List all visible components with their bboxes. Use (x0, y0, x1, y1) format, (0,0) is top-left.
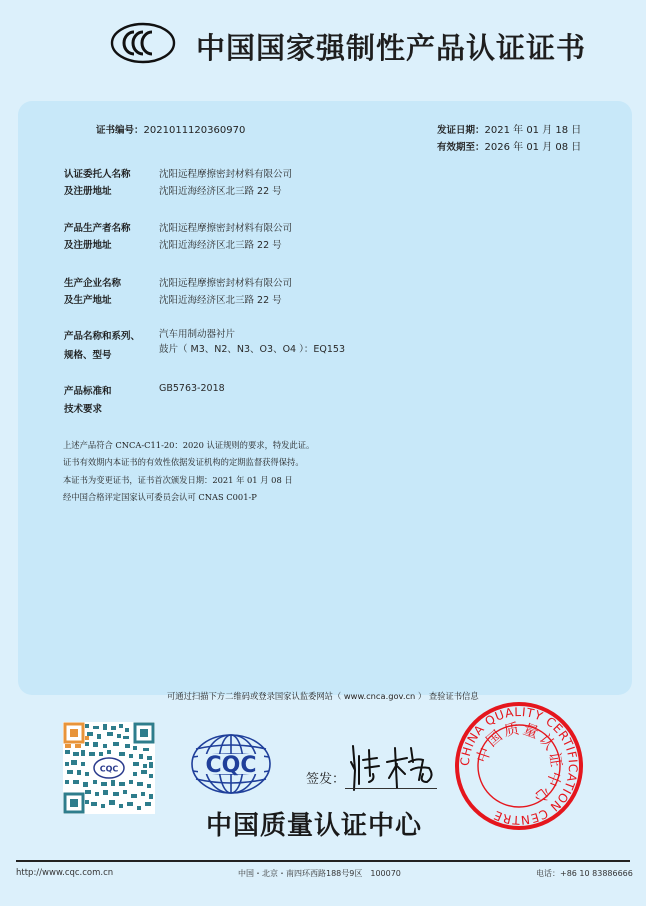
factory-name: 沈阳远程摩擦密封材料有限公司 (159, 278, 293, 289)
applicant-label-2: 及注册地址 (64, 186, 112, 197)
svg-text:CQC: CQC (205, 753, 257, 778)
certificate-number-value: 2021011120360970 (143, 125, 246, 136)
footer-divider (16, 860, 630, 862)
svg-text:中国质量认证中心: 中国质量认证中心 (472, 719, 566, 808)
svg-text:CHINA QUALITY CERTIFICATION CE: CHINA QUALITY CERTIFICATION CENTRE (457, 704, 581, 828)
certificate-notes (63, 437, 314, 506)
ccc-mark-icon (110, 22, 176, 64)
note-line: 证书有效期内本证书的有效性依据发证机构的定期监督获得保持。 (63, 457, 304, 468)
cqc-globe-logo-icon (190, 733, 272, 795)
product-name: 汽车用制动器衬片 (159, 329, 236, 340)
manufacturer-label-2: 及注册地址 (64, 240, 112, 251)
issue-date-value: 2021 年 01 月 18 日 (484, 125, 582, 136)
applicant-label-1: 认证委托人名称 (64, 169, 131, 180)
certificate-number-label: 证书编号： (96, 125, 144, 136)
product-model: 鼓片（ M3、N2、N3、O3、O4 ）：EQ153 (159, 344, 345, 355)
footer-phone: 电话：+86 10 83886666 (536, 869, 633, 878)
verification-instructions: 可通过扫描下方二维码或登录国家认监委网站（ www.cnca.gov.cn ） 查验证书信息 (167, 691, 479, 701)
qr-code-icon[interactable] (63, 722, 155, 814)
signature-line (345, 788, 437, 789)
handwritten-signature-icon (345, 740, 445, 792)
applicant-name: 沈阳远程摩擦密封材料有限公司 (159, 169, 293, 180)
footer-address: 中国・北京・南四环西路188号9区 100070 (238, 869, 401, 878)
factory-address: 沈阳近海经济区北三路 22 号 (159, 295, 282, 306)
note-line: 上述产品符合 CNCA-C11-20：2020 认证规则的要求，特发此证。 (63, 440, 315, 450)
product-label-2: 规格、型号 (64, 350, 112, 361)
svg-text:CQC: CQC (99, 764, 119, 774)
expiry-date-value: 2026 年 01 月 08 日 (484, 142, 582, 153)
applicant-address: 沈阳近海经济区北三路 22 号 (159, 186, 282, 197)
expiry-date (437, 135, 581, 154)
certificate-number (96, 118, 245, 137)
signature-label: 签发： (306, 772, 346, 787)
footer-website-link[interactable]: http://www.cqc.com.cn (16, 868, 114, 878)
note-line: 本证书为变更证书，证书首次颁发日期：2021 年 01 月 08 日 (63, 474, 293, 485)
factory-label-2: 及生产地址 (64, 295, 112, 306)
standard-value: GB5763-2018 (159, 383, 225, 394)
factory-label-1: 生产企业名称 (64, 278, 122, 289)
product-label-1: 产品名称和系列、 (64, 331, 141, 342)
manufacturer-label-1: 产品生产者名称 (64, 223, 131, 234)
manufacturer-address: 沈阳近海经济区北三路 22 号 (159, 240, 282, 251)
issue-date-label: 发证日期： (437, 125, 485, 136)
standard-label-1: 产品标准和 (64, 386, 112, 397)
issuing-organization: 中国质量认证中心 (206, 811, 423, 841)
note-line: 经中国合格评定国家认可委员会认可 CNAS C001-P (63, 491, 257, 502)
standard-label-2: 技术要求 (64, 404, 103, 415)
manufacturer-name: 沈阳远程摩擦密封材料有限公司 (159, 223, 293, 234)
official-seal-icon (453, 700, 585, 832)
certificate-title: 中国国家强制性产品认证证书 (196, 31, 587, 65)
expiry-date-label: 有效期至： (437, 142, 485, 153)
